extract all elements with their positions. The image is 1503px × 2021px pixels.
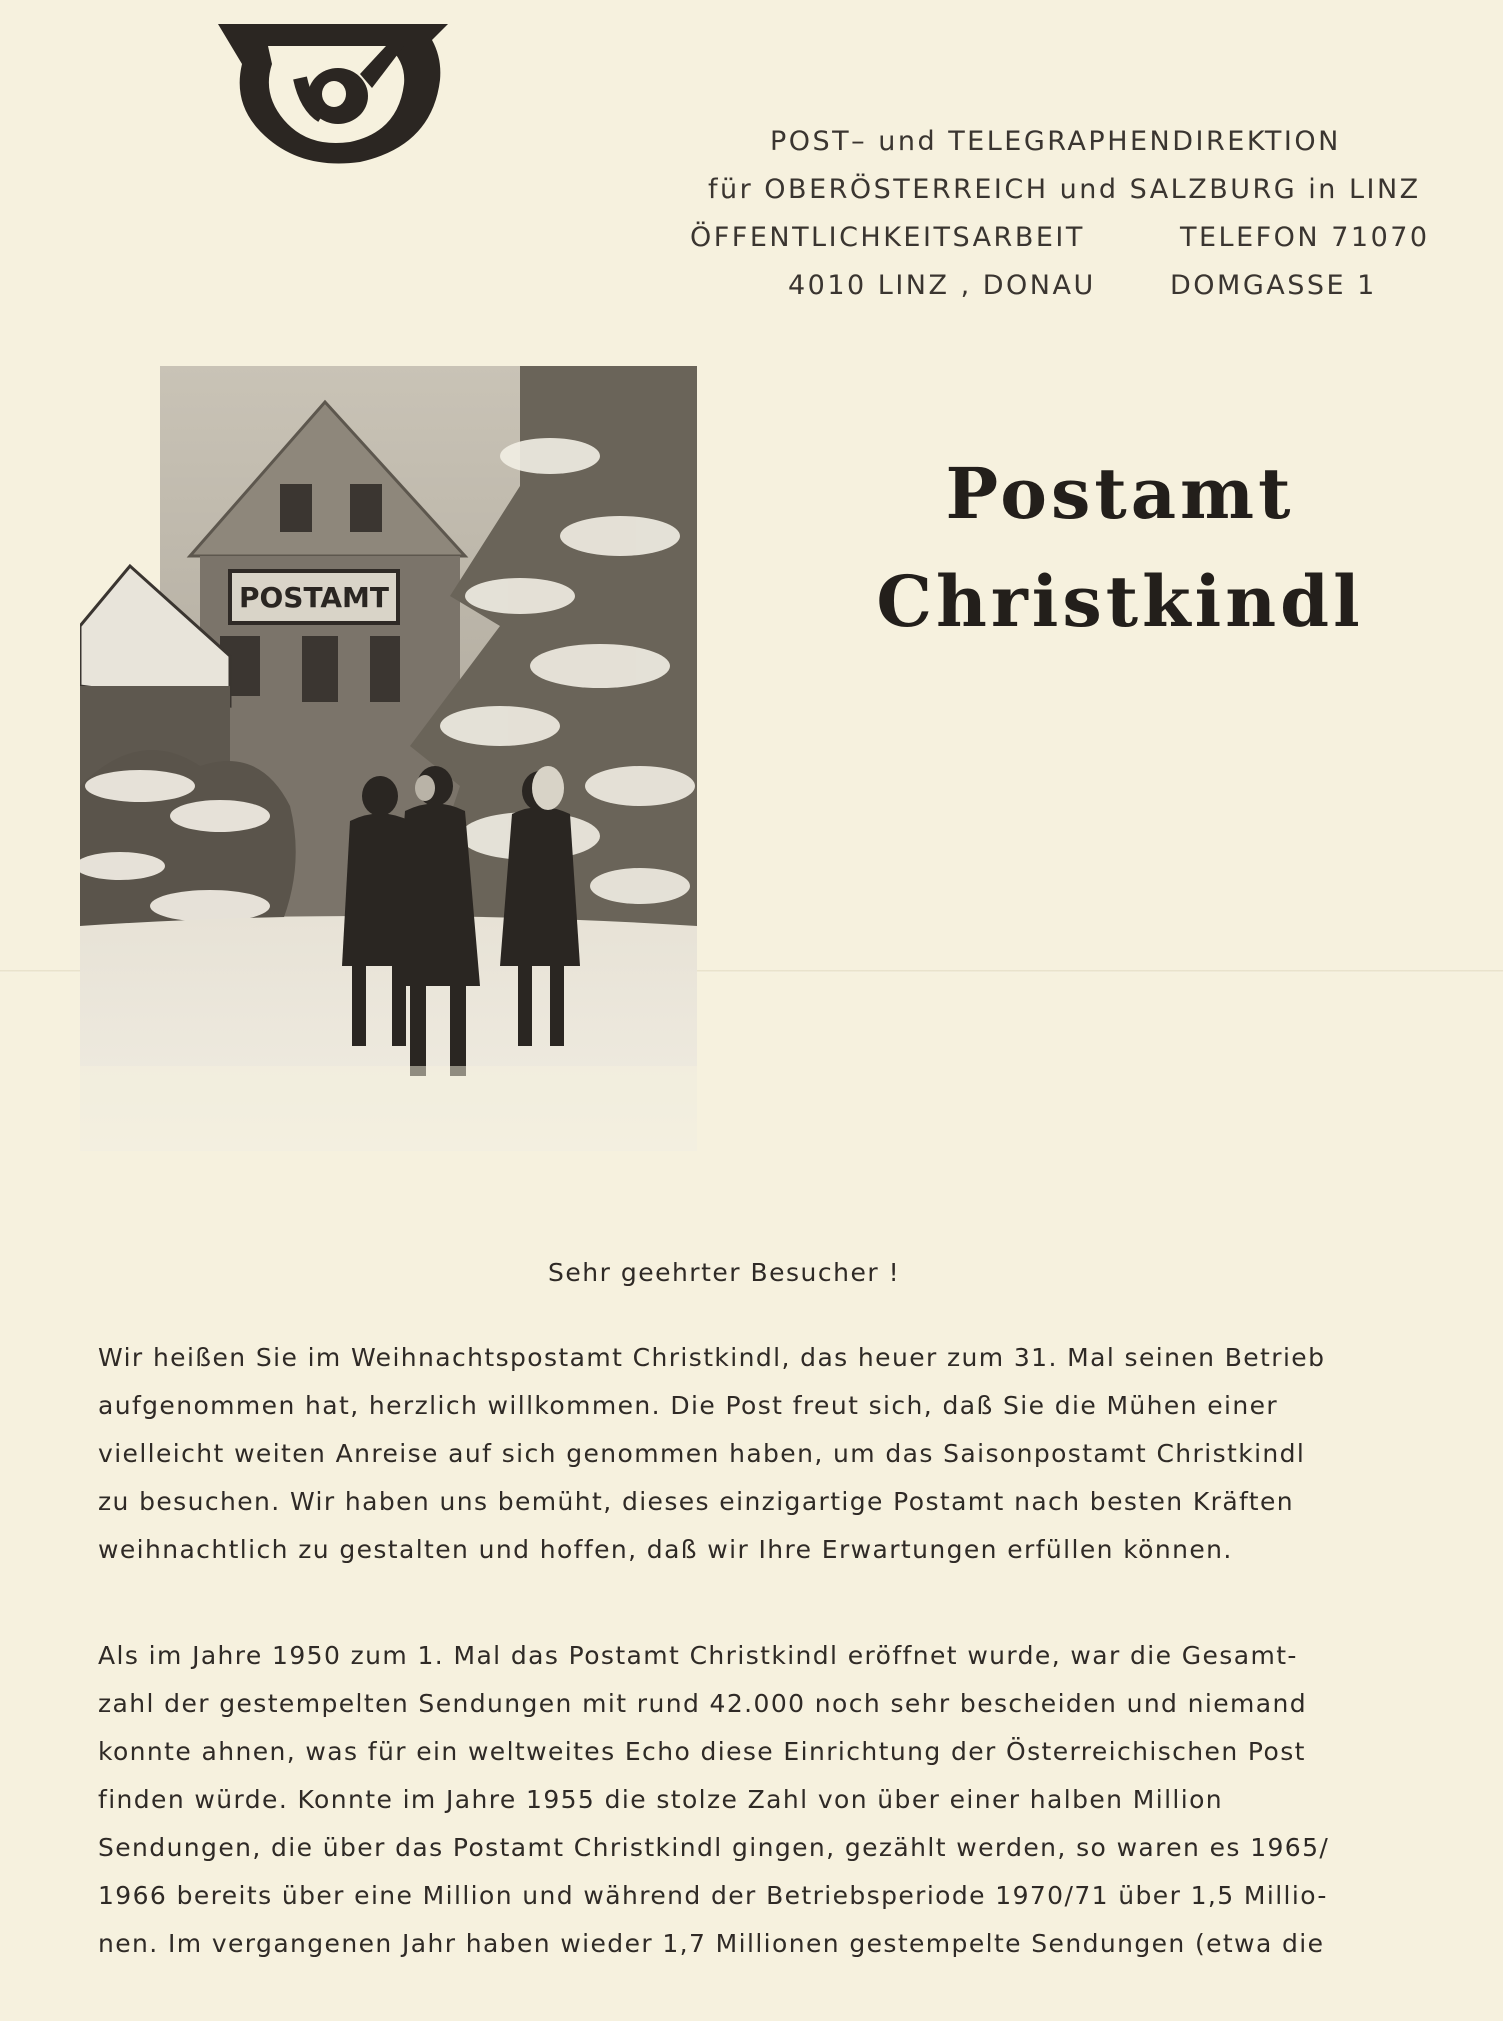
- letterhead-line-2: für OBERÖSTERREICH und SALZBURG in LINZ: [708, 174, 1421, 205]
- text-line: 1966 bereits über eine Million und während der Betriebsperiode 1970/71 über 1,5 Millio-: [98, 1881, 1328, 1910]
- post-horn-logo-icon: [210, 18, 455, 168]
- letterhead-phone: TELEFON 71070: [1180, 222, 1430, 253]
- text-line: finden würde. Konnte im Jahre 1955 die stolze Zahl von über einer halben Million: [98, 1785, 1224, 1814]
- text-line: aufgenommen hat, herzlich willkommen. Die Post freut sich, daß Sie die Mühen einer: [98, 1391, 1279, 1420]
- letterhead-department: ÖFFENTLICHKEITSARBEIT: [690, 222, 1085, 253]
- text-line: weihnachtlich zu gestalten und hoffen, daß wir Ihre Erwartungen erfüllen können.: [98, 1535, 1233, 1564]
- paragraph-welcome: [98, 1334, 1398, 1574]
- text-line: zahl der gestempelten Sendungen mit rund 42.000 noch sehr bescheiden und niemand: [98, 1689, 1308, 1718]
- salutation: Sehr geehrter Besucher !: [548, 1258, 901, 1287]
- letterhead-city: 4010 LINZ , DONAU: [788, 270, 1096, 301]
- letterhead-street: DOMGASSE 1: [1170, 270, 1377, 301]
- title-line-2: Christkindl: [876, 560, 1364, 643]
- document-title: [855, 440, 1385, 656]
- text-line: nen. Im vergangenen Jahr haben wieder 1,7 Millionen gestempelte Sendungen (etwa die: [98, 1929, 1325, 1958]
- letterhead-line-1: POST– und TELEGRAPHENDIREKTION: [770, 126, 1341, 157]
- letterhead: [690, 118, 1450, 310]
- text-line: Sendungen, die über das Postamt Christkindl gingen, gezählt werden, so waren es 1965/: [98, 1833, 1330, 1862]
- text-line: Wir heißen Sie im Weihnachtspostamt Christkindl, das heuer zum 31. Mal seinen Betrieb: [98, 1343, 1326, 1372]
- title-line-1: Postamt: [945, 452, 1295, 535]
- post-office-photo: [80, 366, 697, 1151]
- text-line: vielleicht weiten Anreise auf sich genommen haben, um das Saisonpostamt Christkindl: [98, 1439, 1306, 1468]
- text-line: zu besuchen. Wir haben uns bemüht, dieses einzigartige Postamt nach besten Kräften: [98, 1487, 1295, 1516]
- text-line: konnte ahnen, was für ein weltweites Echo diese Einrichtung der Österreichischen Post: [98, 1737, 1306, 1766]
- photo-sign-text: POSTAMT: [238, 581, 390, 614]
- text-line: Als im Jahre 1950 zum 1. Mal das Postamt Christkindl eröffnet wurde, war die Gesamt-: [98, 1641, 1298, 1670]
- paragraph-history: [98, 1632, 1398, 1968]
